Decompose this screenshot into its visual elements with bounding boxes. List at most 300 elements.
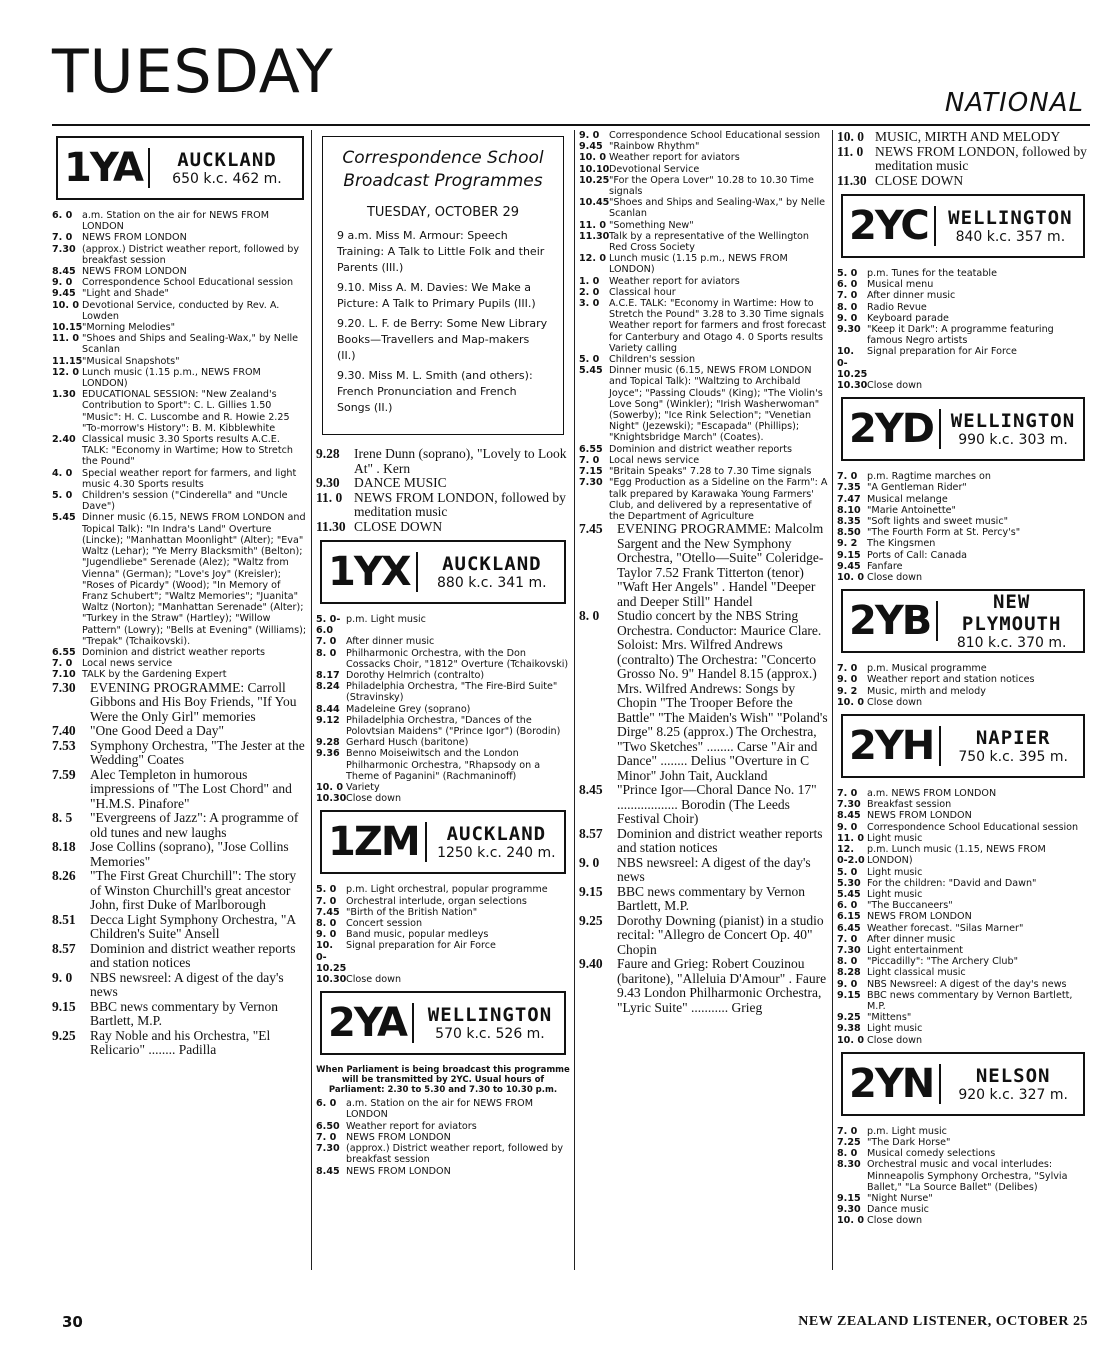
schedule-entry bbox=[837, 572, 1089, 583]
schedule-entry bbox=[316, 737, 570, 748]
schedule-entry bbox=[579, 914, 829, 958]
entry-time: 9. 0 bbox=[52, 277, 73, 289]
entry-time: 7. 0 bbox=[52, 658, 73, 670]
entry-text: "Marie Antoinette" bbox=[867, 504, 956, 516]
schedule-entry bbox=[837, 1215, 1089, 1226]
schedule-entry bbox=[52, 266, 308, 277]
schedule-entry bbox=[837, 867, 1089, 878]
schedule-entry bbox=[837, 810, 1089, 821]
column-4 bbox=[837, 130, 1089, 1260]
cs-title: Broadcast Programmes bbox=[343, 171, 543, 191]
entry-time: 7. 0 bbox=[316, 1131, 337, 1143]
station-logo: 2YA bbox=[328, 1003, 414, 1043]
entry-time: 8. 0 bbox=[316, 647, 337, 659]
entry-time: 7. 0 bbox=[316, 895, 337, 907]
entry-time: 7.35 bbox=[837, 482, 861, 494]
entry-time: 5.45 bbox=[837, 888, 861, 900]
entry-time: 10.30 bbox=[837, 380, 868, 392]
schedule-entry bbox=[52, 811, 308, 840]
column-divider bbox=[832, 130, 833, 1270]
schedule-entry bbox=[316, 884, 570, 895]
entry-time: 6.55 bbox=[579, 443, 603, 455]
entry-text: Alec Templeton in humorous impressions of "The Lost Chord" and "H.M.S. Pinafore" bbox=[90, 766, 292, 811]
entry-time: 9.45 bbox=[837, 560, 861, 572]
schedule-entry bbox=[837, 1023, 1089, 1034]
schedule-entry bbox=[52, 913, 308, 942]
entry-time: 5. 0 bbox=[837, 866, 858, 878]
station-name: NELSON bbox=[975, 1064, 1051, 1087]
entry-text: Concert session bbox=[346, 918, 423, 930]
schedule-entry bbox=[316, 793, 570, 804]
schedule-list bbox=[837, 130, 1089, 188]
schedule-list bbox=[579, 130, 829, 522]
entry-time: 11.15 bbox=[52, 355, 83, 367]
entry-time: 10. 0 bbox=[837, 1215, 865, 1227]
entry-time: 9. 2 bbox=[837, 685, 858, 697]
entry-text: Local news service bbox=[82, 658, 173, 670]
schedule-entry bbox=[837, 516, 1089, 527]
entry-time: 11.30 bbox=[837, 172, 867, 188]
entry-text: Gerhard Husch (baritone) bbox=[346, 737, 469, 749]
cs-item: 9.10. Miss A. M. Davies: We Make a Picture: A Talk to Primary Pupils (III.) bbox=[337, 281, 536, 310]
entry-time: 5. 0-6.0 bbox=[316, 614, 341, 637]
schedule-entry bbox=[52, 300, 308, 322]
entry-time: 9.25 bbox=[579, 912, 603, 928]
entry-text: Weather report and station notices bbox=[867, 674, 1035, 686]
schedule-entry bbox=[316, 940, 570, 974]
schedule-entry bbox=[837, 527, 1089, 538]
entry-time: 7.30 bbox=[837, 944, 861, 956]
schedule-entry bbox=[837, 945, 1089, 956]
schedule-entry bbox=[837, 833, 1089, 844]
entry-text: Light classical music bbox=[867, 967, 966, 979]
entry-text: Ray Noble and his Orchestra, "El Relicario" ........ Padilla bbox=[90, 1027, 271, 1058]
schedule-list bbox=[837, 663, 1089, 708]
station-name: NEW PLYMOUTH bbox=[961, 591, 1062, 636]
schedule-list bbox=[837, 788, 1089, 1046]
entry-time: 8.45 bbox=[52, 266, 76, 278]
schedule-entry bbox=[837, 900, 1089, 911]
entry-text: Light music bbox=[867, 832, 923, 844]
station-frequency: 570 k.c. 526 m. bbox=[435, 1026, 545, 1043]
page-number: 30 bbox=[62, 1313, 83, 1331]
entry-time: 6.45 bbox=[837, 922, 861, 934]
entry-time: 7. 0 bbox=[316, 636, 337, 648]
entry-text: "One Good Deed a Day" bbox=[90, 723, 224, 739]
column-divider bbox=[311, 130, 312, 1270]
station-name: WELLINGTON bbox=[948, 207, 1073, 229]
entry-time: 7. 0 bbox=[837, 471, 858, 483]
station-logo: 2YN bbox=[849, 1064, 941, 1104]
entry-time: 12. 0 bbox=[579, 253, 607, 265]
header-rule bbox=[52, 124, 1090, 126]
entry-text: Close down bbox=[867, 696, 923, 708]
schedule-entry bbox=[579, 152, 829, 163]
entry-text: "Shoes and Ships and Sealing-Wax," by Nelle Scanlan bbox=[82, 333, 299, 356]
entry-text: NEWS FROM LONDON bbox=[82, 266, 187, 278]
schedule-entry bbox=[52, 739, 308, 768]
schedule-entry bbox=[579, 609, 829, 783]
entry-text: After dinner music bbox=[867, 933, 956, 945]
station-logo: 1YA bbox=[64, 148, 150, 188]
entry-text: CLOSE DOWN bbox=[354, 518, 443, 534]
station-box-2yb bbox=[841, 589, 1085, 653]
entry-time: 7. 0 bbox=[52, 232, 73, 244]
entry-time: 10.10 bbox=[579, 163, 610, 175]
entry-time: 10. 0 bbox=[316, 782, 344, 794]
publication-footer: NEW ZEALAND LISTENER, OCTOBER 25 bbox=[798, 1314, 1088, 1329]
schedule-list bbox=[316, 1098, 570, 1176]
schedule-entry bbox=[837, 1204, 1089, 1215]
cs-item: 9.20. L. F. de Berry: Some New Library Books—Travellers and Map-makers (II.) bbox=[337, 317, 548, 362]
entry-text: Weather report for aviators bbox=[346, 1120, 477, 1132]
entry-text: EVENING PROGRAMME: Carroll Gibbons and His Boy Friends, "If You Were the Only Girl" memories bbox=[90, 679, 297, 724]
entry-time: 8.51 bbox=[52, 911, 76, 927]
entry-time: 8. 0 bbox=[579, 608, 600, 624]
column-3 bbox=[579, 130, 829, 1260]
entry-text: Variety bbox=[346, 782, 380, 794]
schedule-entry bbox=[837, 130, 1089, 145]
entry-time: 9.45 bbox=[579, 141, 603, 153]
station-name: AUCKLAND bbox=[442, 553, 542, 575]
entry-time: 7.25 bbox=[837, 1136, 861, 1148]
entry-time: 8.45 bbox=[837, 810, 861, 822]
entry-time: 7. 0 bbox=[837, 290, 858, 302]
entry-time: 11. 0 bbox=[316, 489, 343, 505]
schedule-entry bbox=[316, 476, 570, 491]
entry-text: "Prince Igor—Choral Dance No. 17" .................. Borodin (The Leeds Festival Choir) bbox=[617, 782, 817, 827]
entry-time: 9.30 bbox=[837, 1204, 861, 1216]
entry-text: Weather forecast. "Silas Marner" bbox=[867, 922, 1024, 934]
entry-text: Classical music 3.30 Sports results A.C.E. TALK: "Economy in Wartime; How to Stretch the Pound" bbox=[82, 434, 293, 468]
entry-text: Close down bbox=[867, 1034, 923, 1046]
entry-time: 7.15 bbox=[579, 466, 603, 478]
entry-text: Lunch music (1.15 p.m., NEWS FROM LONDON) bbox=[609, 253, 788, 276]
evening-programme-list bbox=[579, 522, 829, 1015]
entry-time: 6.15 bbox=[837, 911, 861, 923]
entry-time: 8. 5 bbox=[52, 810, 73, 826]
entry-text: Benno Moiseiwitsch and the London Philharmonic Orchestra, "Rhapsody on a Theme of Paganini" (Rachmaninoff) bbox=[346, 748, 541, 782]
entry-time: 10.30 bbox=[316, 974, 347, 986]
station-box-2ya bbox=[320, 991, 566, 1055]
entry-text: Orchestral interlude, organ selections bbox=[346, 895, 527, 907]
entry-time: 8.35 bbox=[837, 516, 861, 528]
entry-time: 8.10 bbox=[837, 504, 861, 516]
schedule-entry bbox=[52, 333, 308, 355]
station-logo: 2YB bbox=[849, 601, 938, 641]
entry-text: MUSIC, MIRTH AND MELODY bbox=[875, 130, 1061, 144]
entry-time: 5. 0 bbox=[52, 490, 73, 502]
schedule-entry bbox=[579, 197, 829, 219]
entry-text: "Musical Snapshots" bbox=[82, 355, 180, 367]
entry-text: "Britain Speaks" 7.28 to 7.30 Time signals bbox=[609, 466, 812, 478]
schedule-entry bbox=[316, 929, 570, 940]
entry-text: Close down bbox=[867, 572, 923, 584]
schedule-entry bbox=[316, 896, 570, 907]
entry-time: 11.30 bbox=[579, 230, 610, 242]
entry-time: 8. 0 bbox=[316, 918, 337, 930]
entry-time: 9. 0 bbox=[579, 130, 600, 141]
entry-time: 10. 0-10.25 bbox=[837, 346, 868, 380]
entry-text: Music, mirth and melody bbox=[867, 685, 986, 697]
entry-time: 2. 0 bbox=[579, 286, 600, 298]
schedule-entry bbox=[52, 356, 308, 367]
entry-time: 7. 0 bbox=[579, 454, 600, 466]
schedule-entry bbox=[579, 141, 829, 152]
entry-text: Dorothy Downing (pianist) in a studio recital: "Allegro de Concert Op. 40" Chopin bbox=[617, 912, 824, 957]
schedule-entry bbox=[316, 974, 570, 985]
entry-time: 7.45 bbox=[579, 521, 603, 537]
schedule-entry bbox=[837, 324, 1089, 346]
schedule-entry bbox=[837, 279, 1089, 290]
entry-text: Light entertainment bbox=[867, 944, 964, 956]
entry-text: Ports of Call: Canada bbox=[867, 549, 968, 561]
schedule-entry bbox=[52, 434, 308, 468]
entry-text: Orchestral music and vocal interludes: Minneapolis Symphony Orchestra, "Sylvia Ballet," "La Source Ballet" (Delibes) bbox=[867, 1159, 1068, 1193]
schedule-entry bbox=[579, 783, 829, 827]
schedule-entry bbox=[316, 1121, 570, 1132]
entry-text: Faure and Grieg: Robert Couzinou (baritone), "Alleluia D'Amour" . Faure 9.43 London Philharmonic Orchestra, "Lyric Suite" ........... Grieg bbox=[617, 956, 827, 1015]
entry-text: "Night Nurse" bbox=[867, 1192, 933, 1204]
schedule-entry bbox=[316, 907, 570, 918]
entry-text: Close down bbox=[346, 793, 402, 805]
schedule-entry bbox=[579, 231, 829, 253]
entry-time: 10.25 bbox=[579, 174, 610, 186]
entry-time: 11. 0 bbox=[837, 832, 865, 844]
entry-time: 9. 0 bbox=[579, 854, 600, 870]
entry-time: 7.40 bbox=[52, 723, 76, 739]
schedule-entry bbox=[52, 840, 308, 869]
entry-text: "The Dark Horse" bbox=[867, 1136, 951, 1148]
entry-text: Correspondence School Educational session bbox=[82, 277, 294, 289]
schedule-entry bbox=[837, 1148, 1089, 1159]
entry-time: 5.30 bbox=[837, 877, 861, 889]
entry-time: 11. 0 bbox=[52, 333, 80, 345]
entry-text: NEWS FROM LONDON bbox=[867, 911, 972, 923]
schedule-entry bbox=[579, 522, 829, 609]
entry-time: 8. 0 bbox=[837, 956, 858, 968]
entry-text: p.m. Musical programme bbox=[867, 663, 987, 675]
entry-text: NEWS FROM LONDON, followed by meditation music bbox=[354, 489, 566, 519]
station-frequency: 920 k.c. 327 m. bbox=[958, 1086, 1068, 1103]
entry-time: 5.45 bbox=[579, 365, 603, 377]
entry-text: Symphony Orchestra, "The Jester at the Wedding" Coates bbox=[90, 737, 305, 768]
entry-time: 7.30 bbox=[52, 243, 76, 255]
entry-text: NEWS FROM LONDON bbox=[346, 1131, 451, 1143]
entry-time: 12. 0 bbox=[52, 366, 80, 378]
entry-time: 9. 0 bbox=[316, 929, 337, 941]
entry-text: TALK by the Gardening Expert bbox=[82, 669, 227, 681]
entry-time: 11. 0 bbox=[837, 143, 864, 159]
entry-text: Dominion and district weather reports and station notices bbox=[617, 825, 823, 856]
column-1 bbox=[52, 130, 308, 1260]
entry-time: 7.30 bbox=[837, 799, 861, 811]
correspondence-school-box bbox=[322, 136, 564, 435]
entry-time: 9.30 bbox=[837, 324, 861, 336]
entry-time: 7. 0 bbox=[837, 1125, 858, 1137]
entry-text: Special weather report for farmers, and light music 4.30 Sports results bbox=[82, 467, 297, 490]
schedule-entry bbox=[52, 1029, 308, 1058]
station-box-2yn bbox=[841, 1052, 1085, 1116]
entry-time: 3. 0 bbox=[579, 298, 600, 310]
network-label: NATIONAL bbox=[944, 88, 1084, 118]
entry-text: "Shoes and Ships and Sealing-Wax," by Nelle Scanlan bbox=[609, 197, 826, 220]
schedule-list bbox=[316, 884, 570, 985]
schedule-entry bbox=[316, 614, 570, 636]
schedule-entry bbox=[837, 174, 1089, 189]
entry-text: BBC news commentary by Vernon Bartlett, M.P. bbox=[867, 989, 1073, 1012]
entry-text: a.m. Station on the air for NEWS FROM LONDON bbox=[346, 1098, 533, 1121]
schedule-entry bbox=[316, 520, 570, 535]
schedule-entry bbox=[52, 210, 308, 232]
entry-time: 11. 0 bbox=[579, 219, 607, 231]
schedule-entry bbox=[837, 1126, 1089, 1137]
schedule-list bbox=[837, 1126, 1089, 1227]
cs-item: 9 a.m. Miss M. Armour: Speech Training: A Talk to Little Folk and their Parents (III.) bbox=[337, 229, 545, 274]
entry-text: Irene Dunn (soprano), "Lovely to Look At" . Kern bbox=[354, 446, 567, 476]
schedule-entry bbox=[52, 468, 308, 490]
entry-text: After dinner music bbox=[867, 290, 956, 302]
entry-time: 7.45 bbox=[316, 906, 340, 918]
station-box-1yx bbox=[320, 540, 566, 604]
entry-time: 9.45 bbox=[52, 288, 76, 300]
entry-time: 9.15 bbox=[579, 883, 603, 899]
station-logo: 1ZM bbox=[328, 822, 427, 862]
entry-text: The Kingsmen bbox=[867, 538, 936, 550]
entry-text: BBC news commentary by Vernon Bartlett, M.P. bbox=[617, 883, 805, 914]
schedule-entry bbox=[316, 681, 570, 703]
schedule-entry bbox=[837, 956, 1089, 967]
schedule-entry bbox=[837, 505, 1089, 516]
station-logo: 2YH bbox=[849, 726, 941, 766]
schedule-entry bbox=[52, 277, 308, 288]
entry-text: "Rainbow Rhythm" bbox=[609, 141, 700, 153]
cs-items bbox=[337, 228, 549, 416]
entry-text: Devotional Service, conducted by Rev. A. Lowden bbox=[82, 299, 280, 322]
entry-text: Dance music bbox=[867, 1204, 929, 1216]
entry-text: p.m. Ragtime marches on bbox=[867, 471, 991, 483]
entry-time: 7.59 bbox=[52, 766, 76, 782]
entry-text: "Light and Shade" bbox=[82, 288, 169, 300]
entry-text: Jose Collins (soprano), "Jose Collins Memories" bbox=[90, 839, 289, 869]
entry-time: 9.28 bbox=[316, 737, 340, 749]
entry-time: 9.15 bbox=[837, 1192, 861, 1204]
entry-text: Light music bbox=[867, 1023, 923, 1035]
entry-time: 1. 0 bbox=[579, 275, 600, 287]
entry-text: Dinner music (6.15, NEWS FROM LONDON and Topical Talk): "Waltzing to Archibald Joyce"; "Passing Clouds" (King); "The Violin's Love Song" (Winkler); "Irish Washerwoman" (Sowerby); "Ice Rink Selection"; "Venetian Night" (Jezewski); "Escapada" (Phillips); "Knightsbridge March" (Coates). bbox=[609, 365, 823, 444]
schedule-entry bbox=[579, 444, 829, 455]
entry-text: "Soft lights and sweet music" bbox=[867, 516, 1009, 528]
entry-text: Dominion and district weather reports bbox=[609, 443, 792, 455]
entry-time: 7. 0 bbox=[837, 663, 858, 675]
schedule-entry bbox=[579, 220, 829, 231]
entry-text: NEWS FROM LONDON, followed by meditation music bbox=[875, 143, 1087, 173]
schedule-entry bbox=[837, 471, 1089, 482]
schedule-entry bbox=[579, 365, 829, 443]
entry-text: Dominion and district weather reports bbox=[82, 646, 265, 658]
entry-time: 9. 0 bbox=[837, 821, 858, 833]
schedule-entry bbox=[579, 276, 829, 287]
entry-time: 1.30 bbox=[52, 389, 76, 401]
entry-time: 8. 0 bbox=[837, 1148, 858, 1160]
entry-text: Close down bbox=[867, 380, 923, 392]
schedule-entry bbox=[52, 869, 308, 913]
entry-time: 10.15 bbox=[52, 322, 83, 334]
entry-time: 9. 0 bbox=[837, 674, 858, 686]
entry-text: Talk by a representative of the Wellington Red Cross Society bbox=[609, 230, 810, 254]
station-frequency: 880 k.c. 341 m. bbox=[437, 575, 547, 591]
entry-time: 10. 0 bbox=[837, 572, 865, 584]
entry-time: 5. 0 bbox=[837, 268, 858, 279]
schedule-entry bbox=[316, 636, 570, 647]
entry-text: Correspondence School Educational session bbox=[867, 821, 1079, 833]
station-frequency: 1250 k.c. 240 m. bbox=[437, 845, 556, 862]
schedule-entry bbox=[316, 447, 570, 476]
entry-text: "Piccadilly": "The Archery Club" bbox=[867, 956, 1019, 968]
entry-text: "Morning Melodies" bbox=[82, 322, 176, 334]
entry-text: Radio Revue bbox=[867, 301, 927, 313]
entry-text: Dorothy Helmrich (contralto) bbox=[346, 670, 485, 682]
entry-text: Devotional Service bbox=[609, 163, 700, 175]
entry-text: NEWS FROM LONDON bbox=[867, 810, 972, 822]
entry-text: Correspondence School Educational session bbox=[609, 130, 821, 141]
entry-text: Studio concert by the NBS String Orchestra. Conductor: Maurice Clare. Soloist: Mrs. Wilfred Andrews (contralto) The Orchestra: "Concerto Grosso No. 9" Handel 8.15 (approx.) Mrs. Wilfred Andrews: Songs by Chopin "The Trooper Before the Battle" "The Maiden's Wish" "Poland's Dirge" 8.25 (approx.) The Orchestra, "Two Sketches" ........ Carse "Air and Dance" ........ Delius "Overture in C Minor" John Tait, Auckland bbox=[617, 608, 828, 783]
entry-text: p.m. Light music bbox=[867, 1125, 947, 1137]
schedule-entry bbox=[837, 788, 1089, 799]
entry-time: 7.30 bbox=[579, 477, 603, 489]
entry-text: p.m. Light orchestral, popular programme bbox=[346, 884, 548, 896]
entry-time: 10. 0-10.25 bbox=[316, 940, 347, 974]
entry-time: 10. 0 bbox=[579, 152, 607, 164]
entry-time: 9.25 bbox=[837, 1012, 861, 1024]
schedule-entry bbox=[579, 466, 829, 477]
entry-text: Musical melange bbox=[867, 493, 948, 505]
schedule-entry bbox=[837, 686, 1089, 697]
entry-time: 9. 0 bbox=[837, 312, 858, 324]
schedule-entry bbox=[52, 322, 308, 333]
schedule-entry bbox=[579, 164, 829, 175]
schedule-entry bbox=[837, 1193, 1089, 1204]
cs-title: Correspondence School bbox=[342, 148, 544, 168]
entry-text: Breakfast session bbox=[867, 799, 952, 811]
entry-text: p.m. Tunes for the teatable bbox=[867, 268, 997, 279]
station-box-2yd bbox=[841, 397, 1085, 461]
page-day-title: TUESDAY bbox=[52, 37, 334, 107]
entry-time: 6. 0 bbox=[837, 279, 858, 291]
entry-text: Light music bbox=[867, 888, 923, 900]
column-2 bbox=[316, 130, 570, 1260]
entry-time: 5. 0 bbox=[579, 354, 600, 366]
station-logo: 2YC bbox=[849, 206, 936, 246]
entry-time: 10. 0 bbox=[837, 130, 864, 144]
schedule-entry bbox=[837, 313, 1089, 324]
schedule-list bbox=[837, 268, 1089, 391]
entry-text: NBS Newsreel: A digest of the day's news bbox=[867, 978, 1067, 990]
schedule-entry bbox=[837, 290, 1089, 301]
schedule-entry bbox=[837, 561, 1089, 572]
entry-text: "A Gentleman Rider" bbox=[867, 482, 967, 494]
schedule-entry bbox=[837, 844, 1089, 866]
schedule-entry bbox=[837, 674, 1089, 685]
schedule-entry bbox=[52, 1000, 308, 1029]
schedule-entry bbox=[316, 704, 570, 715]
schedule-entry bbox=[837, 482, 1089, 493]
schedule-entry bbox=[837, 1012, 1089, 1023]
entry-text: NEWS FROM LONDON bbox=[82, 232, 187, 244]
entry-text: "Evergreens of Jazz": A programme of old tunes and new laughs bbox=[90, 810, 299, 840]
entry-text: Madeleine Grey (soprano) bbox=[346, 703, 471, 715]
schedule-entry bbox=[837, 1035, 1089, 1046]
